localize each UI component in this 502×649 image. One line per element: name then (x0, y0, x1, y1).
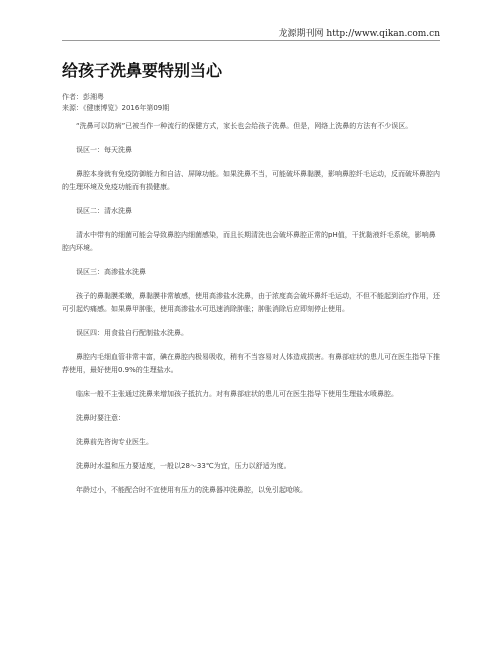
myth-1-paragraph: 鼻腔本身就有免疫防御能力和自洁、屏障功能。如果洗鼻不当，可能破坏鼻黏膜，影响鼻腔纤毛运动，反而破坏鼻腔内的生理环境及免疫功能而有损健康。 (62, 170, 440, 191)
myth-4-heading: 误区四：用食盐自行配制盐水洗鼻。 (76, 329, 188, 337)
myth-3-heading: 误区三：高渗盐水洗鼻 (76, 268, 146, 276)
myth-3-paragraph: 孩子的鼻黏膜柔嫩，鼻黏膜非常敏感，使用高渗盐水洗鼻，由于浓度高会破坏鼻纤毛运动，不但不能起到治疗作用，还可引起灼痛感。如果鼻甲肿胀，使用高渗盐水可迅速消除肿胀；肿胀消除后应即刻停止使用。 (62, 292, 440, 313)
myth-1-heading: 误区一：每天洗鼻 (76, 146, 132, 154)
article-source: 来源：《健康博览》2016年第09期 (62, 104, 170, 112)
intro-paragraph: “洗鼻可以防病”已被当作一种流行的保健方式，家长也会给孩子洗鼻。但是，网络上洗鼻的方法有不少误区。 (76, 122, 413, 130)
article-title: 给孩子洗鼻要特别当心 (62, 61, 223, 80)
myth-2-paragraph: 清水中带有的细菌可能会导致鼻腔内细菌感染，而且长期清洗也会破坏鼻腔正常的pH值，干扰黏液纤毛系统，影响鼻腔内环境。 (62, 231, 436, 252)
article-author: 作者：彭湘粤 (62, 93, 104, 101)
note-item: 洗鼻时水温和压力要适度，一般以28～33℃为宜，压力以舒适为度。 (76, 462, 291, 470)
journal-site-header: 龙源期刊网 http://www.qikan.com.cn (278, 29, 440, 39)
header-divider (62, 40, 440, 41)
myth-2-heading: 误区二：清水洗鼻 (76, 207, 132, 215)
note-item: 年龄过小，不能配合时不宜使用有压力的洗鼻器冲洗鼻腔，以免引起呛咳。 (76, 486, 307, 494)
myth-4-paragraph: 鼻腔内毛细血管非常丰富，碘在鼻腔内极易吸收，稍有不当容易对人体造成损害。有鼻部症状的患儿可在医生指导下推荐使用，最好使用0.9%的生理盐水。 (62, 353, 440, 374)
note-item: 洗鼻前先咨询专业医生。 (76, 438, 153, 446)
clinical-paragraph: 临床一般不主张通过洗鼻来增加孩子抵抗力。对有鼻部症状的患儿可在医生指导下使用生理盐水喷鼻腔。 (76, 390, 398, 398)
notes-heading: 洗鼻时要注意： (76, 414, 125, 422)
article-body (62, 60, 440, 497)
